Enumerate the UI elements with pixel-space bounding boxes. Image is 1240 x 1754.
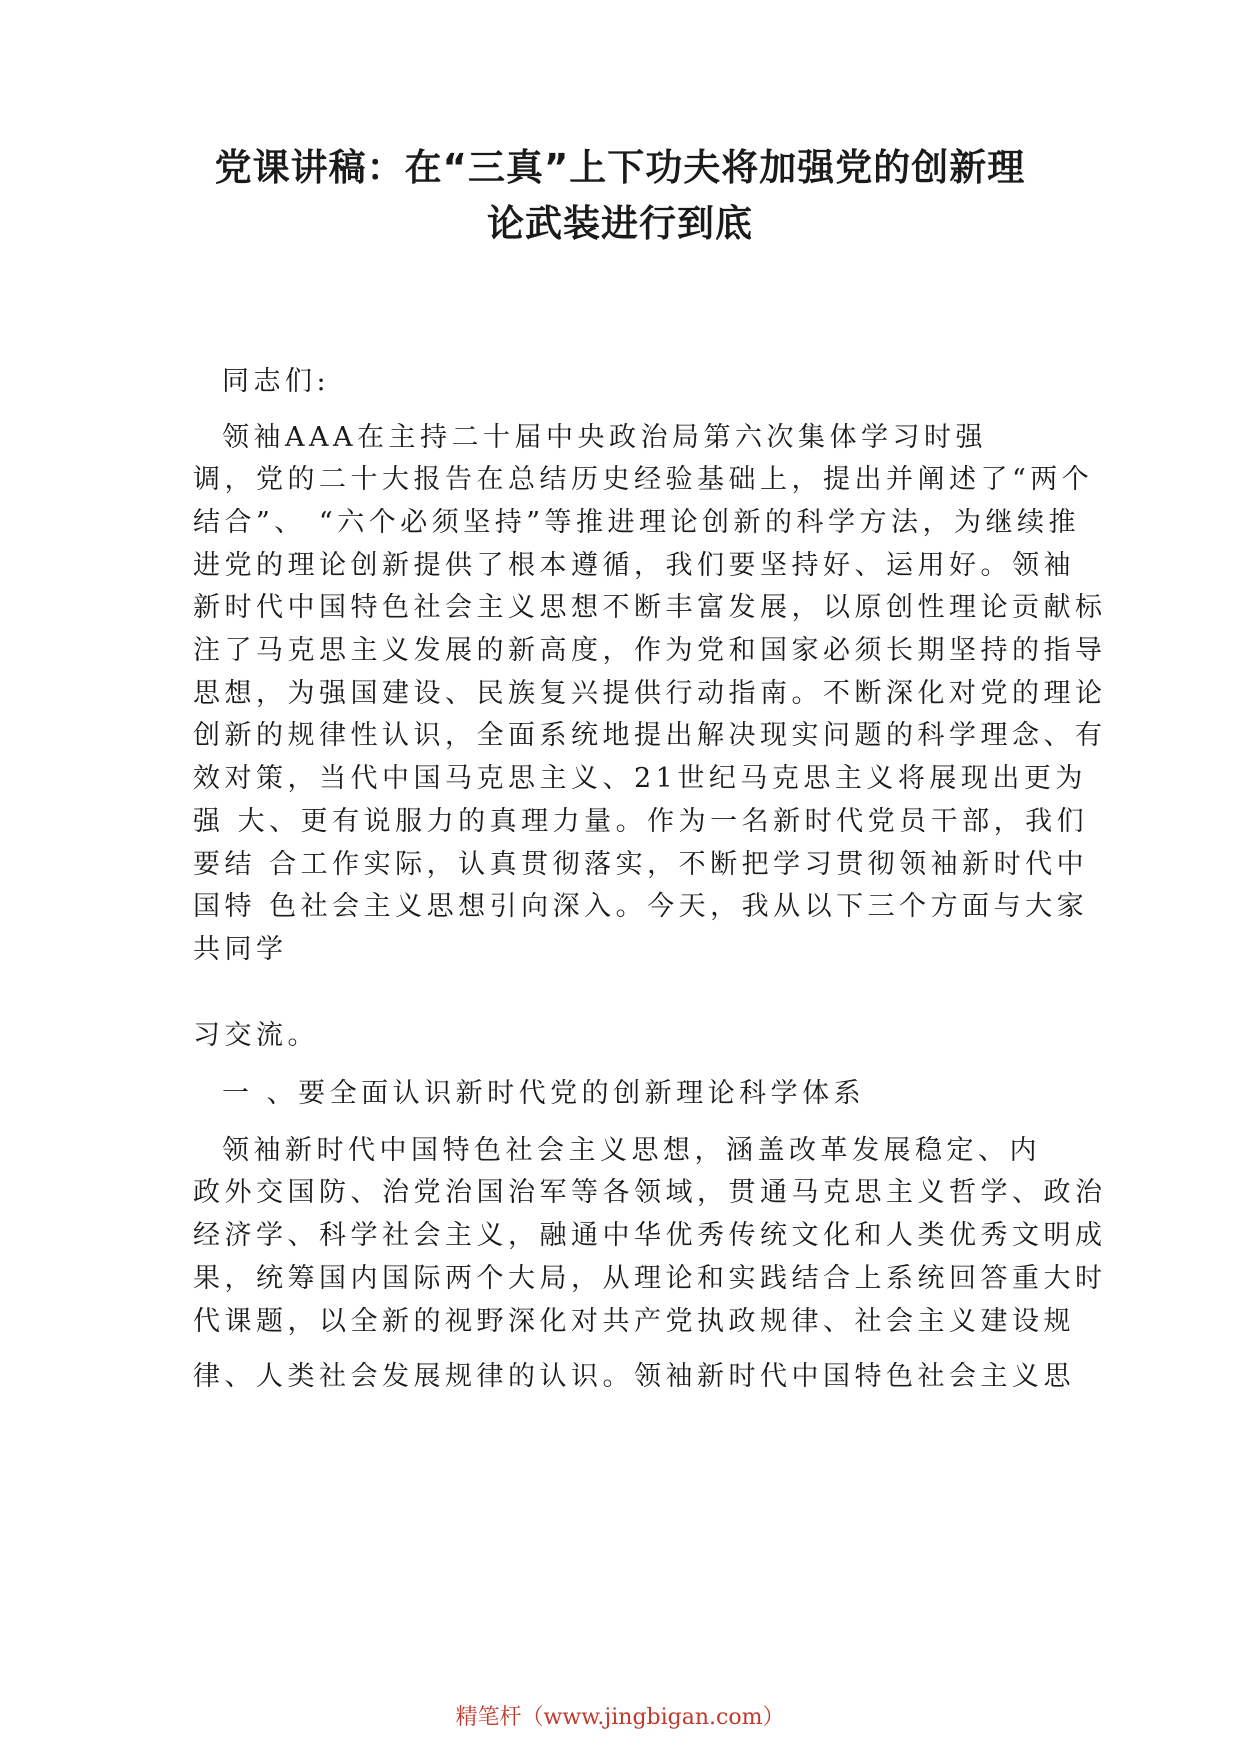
paragraph-line: 国特 色社会主义思想引向深入。今天，我从以下三个方面与大家: [193, 891, 1089, 922]
document-title: [190, 140, 1050, 252]
paragraph-line: 要结 合工作实际，认真贯彻落实，不断把学习贯彻领袖新时代中: [193, 849, 1089, 880]
paragraph-line: 结合”、 “六个必须坚持”等推进理论创新的科学方法，为继续推: [193, 507, 1080, 538]
paragraph-line: 律、人类社会发展规律的认识。领袖新时代中国特色社会主义思: [193, 1361, 1075, 1392]
paragraph-line: 代课题，以全新的视野深化对共产党执政规律、社会主义建设规: [193, 1306, 1075, 1337]
paragraph-line: 经济学、科学社会主义，融通中华优秀传统文化和人类优秀文明成: [193, 1220, 1107, 1251]
salutation: 同志们:: [222, 366, 331, 397]
title-line-1: 党课讲稿：在“三真”上下功夫将加强党的创新理: [214, 146, 1026, 189]
paragraph-line: 创新的规律性认识，全面系统地提出解决现实问题的科学理念、有: [193, 720, 1107, 751]
paragraph-line: 新时代中国特色社会主义思想不断丰富发展，以原创性理论贡献标: [193, 592, 1107, 623]
paragraph-line: 领袖AAA在主持二十届中央政治局第六次集体学习时强: [222, 422, 987, 453]
footer-watermark-text: 精笔杆（www.jingbigan.com）: [455, 1705, 785, 1730]
paragraph-line: 政外交国防、治党治国治军等各领域，贯通马克思主义哲学、政治: [193, 1177, 1107, 1208]
paragraph-line: 领袖新时代中国特色社会主义思想，涵盖改革发展稳定、内: [222, 1135, 1041, 1166]
paragraph-line: 果，统筹国内国际两个大局，从理论和实践结合上系统回答重大时: [193, 1263, 1107, 1294]
paragraph-line: 调，党的二十大报告在总结历史经验基础上，提出并阐述了“两个: [193, 464, 1094, 495]
section-heading: 一 、要全面认识新时代党的创新理论科学体系: [222, 1078, 866, 1109]
title-line-2: 论武装进行到底: [487, 202, 753, 245]
paragraph-line: 习交流。: [193, 1020, 319, 1051]
paragraph-line: 注了马克思主义发展的新高度，作为党和国家必须长期坚持的指导: [193, 635, 1107, 666]
paragraph-line: 共同学: [193, 934, 288, 965]
paragraph-line: 效对策，当代中国马克思主义、21世纪马克思主义将展现出更为: [193, 763, 1087, 794]
paragraph-line: 思想，为强国建设、民族复兴提供行动指南。不断深化对党的理论: [193, 678, 1107, 709]
paragraph-line: 进党的理论创新提供了根本遵循，我们要坚持好、运用好。领袖: [193, 550, 1075, 581]
paragraph-line: 强 大、更有说服力的真理力量。作为一名新时代党员干部，我们: [193, 806, 1089, 837]
